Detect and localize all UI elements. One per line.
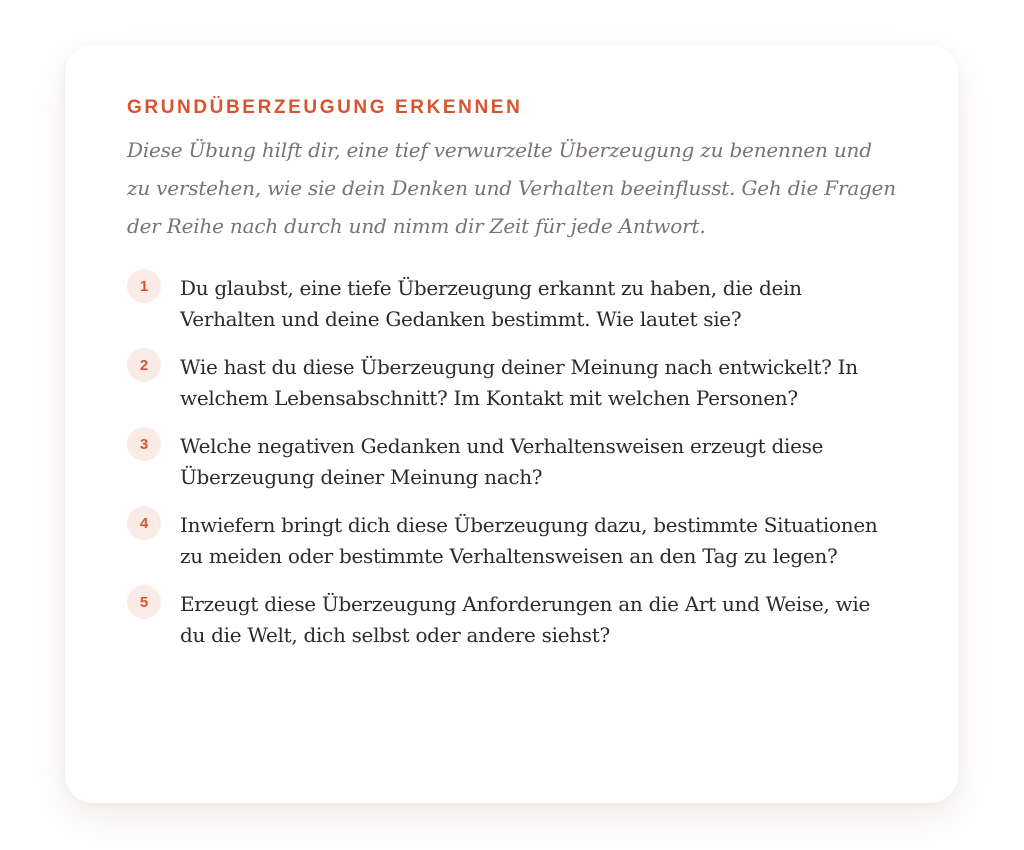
- question-text: Inwiefern bringt dich diese Überzeugung dazu, bestimmte Situationen zu meiden oder bestimmte Verhaltensweisen an den Tag zu legen?: [180, 513, 878, 568]
- question-item-5: [127, 589, 896, 651]
- question-item-2: [127, 352, 896, 414]
- question-number-badge: 5: [127, 585, 161, 619]
- question-list: [127, 273, 896, 651]
- question-number-badge: 2: [127, 348, 161, 382]
- question-text: Welche negativen Gedanken und Verhaltensweisen erzeugt diese Überzeugung deiner Meinung nach?: [180, 434, 824, 489]
- question-item-1: [127, 273, 896, 335]
- question-number-badge: 3: [127, 427, 161, 461]
- exercise-card: [65, 45, 958, 803]
- question-item-3: [127, 431, 896, 493]
- question-text: Wie hast du diese Überzeugung deiner Meinung nach entwickelt? In welchem Lebensabschnitt? Im Kontakt mit welchen Personen?: [180, 355, 858, 410]
- question-number-badge: 4: [127, 506, 161, 540]
- question-text: Erzeugt diese Überzeugung Anforderungen an die Art und Weise, wie du die Welt, dich selbst oder andere siehst?: [180, 592, 871, 647]
- question-number-badge: 1: [127, 269, 161, 303]
- exercise-intro: Diese Übung hilft dir, eine tief verwurzelte Überzeugung zu benennen und zu verstehen, wie sie dein Denken und Verhalten beeinflusst. Geh die Fragen der Reihe nach durch und nimm dir Zeit für jede Antwort.: [127, 138, 896, 238]
- exercise-title: GRUNDÜBERZEUGUNG ERKENNEN: [127, 97, 523, 118]
- question-item-4: [127, 510, 896, 572]
- question-text: Du glaubst, eine tiefe Überzeugung erkannt zu haben, die dein Verhalten und deine Gedanken bestimmt. Wie lautet sie?: [180, 276, 802, 331]
